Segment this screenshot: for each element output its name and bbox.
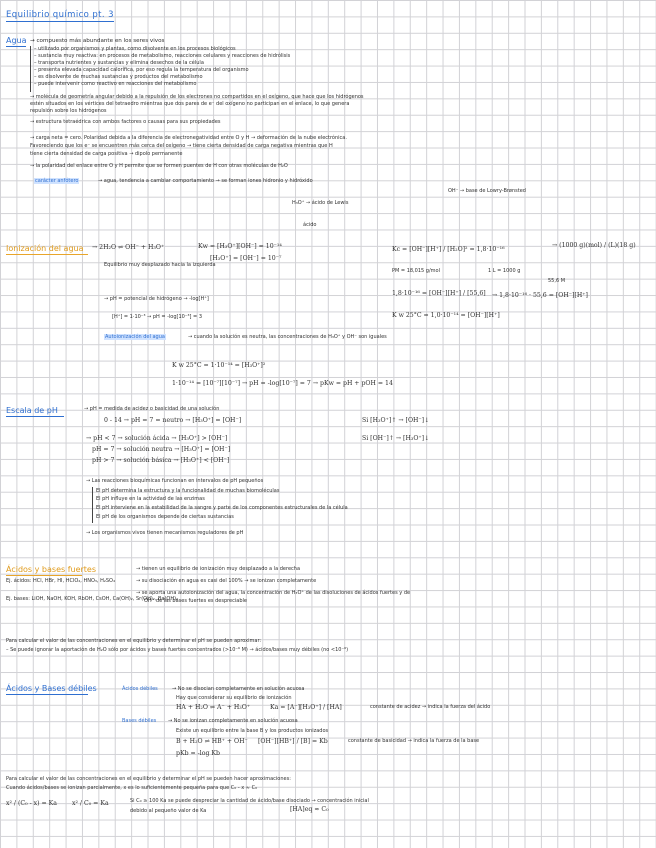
section-ionizacion-heading: Ionización del agua [6, 244, 84, 253]
escala-def: → pH = medida de acidez o basicidad de una solución [84, 406, 220, 412]
fuertes-calc-line: – Se puede ignorar la aportación de H₂O sólo por ácidos y bases fuertes concentrados (>10⁻⁶ M) → ácidos/bases muy débiles (no <10⁻⁶) [6, 647, 349, 653]
agua-line-7: → molécula de geometría angular debido a la repulsión de los electrones no compartidos en el oxígeno, que hace que los hidrógenos [30, 94, 364, 100]
agua-line-6: – puede intervenir como reactivo en reacciones del metabolismo [34, 81, 197, 87]
agua-underline [6, 46, 26, 47]
debiles-a3: HA + H₂O ⇌ A⁻ + H₃O⁺ [176, 704, 251, 711]
kw25: K w 25°C = 1,0·10⁻¹⁴ = [OH⁻][H⁺] [392, 312, 500, 319]
agua-line-14: → la polaridad del enlace entre O y H permite que se formen puentes de H con otras moléculas de H₂O [30, 163, 288, 169]
agua-line-1: – utilizado por organismos y plantas, como disolvente en los procesos biológicos [34, 46, 236, 52]
oh-note: OH⁻ → base de Lowry-Brønsted [448, 188, 526, 194]
calc-1: 1,8·10⁻¹⁶ = [OH⁻][H⁺] / [55,6] [392, 290, 486, 297]
agua-line-5: – es disolvente de muchas sustancias y productos del metabolismo [34, 74, 203, 80]
ph-definition: → pH = potencial de hidrógeno → -log[H⁺] [104, 296, 209, 302]
debiles-b1: → No se ionizan completamente en solución acuosa [168, 718, 298, 724]
agua-line-9: repulsión sobre los hidrógenos [30, 108, 107, 114]
escala-brace [92, 487, 93, 523]
fuertes-l1: → tienen un equilibrio de ionización muy desplazado a la derecha [136, 566, 301, 572]
escala-bio-1: El pH determina la estructura y la funcionalidad de muchas biomoléculas [96, 488, 280, 494]
fuertes-ej-bases: Ej. bases: LiOH, NaOH, KOH, RbOH, CsOH, Ca(OH)₂, Sr(OH)₂, Ba(OH)₂ [6, 596, 179, 602]
autoionizacion-text: → cuando la solución es neutra, las concentraciones de H₃O⁺ y OH⁻ son iguales [188, 334, 387, 340]
caracter-label [34, 178, 79, 184]
debiles-underline [6, 694, 88, 695]
escala-bio-2: El pH influye en la actividad de las enzimas [96, 496, 205, 502]
debiles-a1: → No se disocian completamente en solución acuosa [172, 686, 305, 692]
escala-range: 0 - 14 → pH = 7 = neutro → [H₃O⁺] = [OH⁻] [104, 417, 242, 424]
kw-label: K w 25°C = 1·10⁻¹⁴ = [H₃O⁺]² [172, 362, 266, 369]
escala-underline [6, 416, 64, 417]
kc-expression: Kc = [OH⁻][H⁺] / [H₂O]² = 1,8·10⁻¹⁶ [392, 246, 505, 253]
acido-note: ácido [303, 222, 317, 228]
final-l3: Si C₀ ≥ 100 Ka se puede despreciar la cantidad de ácido/base disociado → concentración inicial [130, 798, 369, 804]
final-l1: Para calcular el valor de las concentraciones en el equilibrio y determinar el pH se pueden hacer aproximaciones: [6, 776, 291, 782]
equilibrio-note: Equilibrio muy desplazado hacia la izquierda [104, 262, 216, 268]
escala-bio-0: → Las reacciones bioquímicas funcionan en intervalos de pH pequeños [86, 478, 264, 484]
fuertes-calc-title: Para calcular el valor de las concentraciones en el equilibrio y determinar el pH se pueden aproximar: [6, 638, 262, 644]
escala-neutra: pH = 7 → solución neutra → [H₃O⁺] = [OH⁻] [92, 446, 231, 453]
agua-line-2: – sustancia muy reactiva: en procesos de metabolismo, reacciones celulares y reacciones de hidrólisis [34, 53, 291, 59]
caracter-text: → agua, tendencia a cambiar comportamiento → se forman iones hidronio y hidróxido [98, 178, 313, 184]
equal-concentrations: [H₃O⁺] = [OH⁻] = 10⁻⁷ [210, 255, 282, 262]
escala-acida: → pH < 7 → solución ácida → [H₃O⁺] > [OH⁻] [86, 435, 228, 442]
autoionizacion-label [104, 334, 166, 340]
debiles-b4: pKb = -log Kb [176, 750, 220, 757]
escala-s2: Si [OH⁻]↑ → [H₃O⁺]↓ [362, 435, 430, 442]
ionizacion-reaction: → 2H₂O ⇌ OH⁻ + H₃O⁺ [92, 244, 165, 251]
final-f1: x² / (C₀ - x) = Ka [6, 800, 57, 807]
kw-line: 1·10⁻¹⁴ = [10⁻⁷][10⁻⁷] → pH = -log[10⁻⁷] = 7 → pKw = pH + pOH = 14 [172, 380, 393, 387]
debiles-a3c: constante de acidez → indica la fuerza del ácido [370, 704, 491, 710]
ionizacion-underline [6, 254, 88, 255]
agua-line-13: tiene cierta densidad de carga positiva → dipolo permanente [30, 151, 183, 157]
pm-value: PM = 18,015 g/mol [392, 268, 440, 274]
debiles-b2: Existe un equilibrio entre la base B y los productos ionizados [176, 728, 329, 734]
fuertes-ej-acidos: Ej. ácidos: HCl, HBr, HI, HClO₄, HNO₃, H₂SO₄ [6, 578, 115, 584]
agua-line-4: – presenta elevada capacidad calorífica, por eso regula la temperatura del organismo [34, 67, 249, 73]
kw-expression: Kw = [H₃O⁺][OH⁻] = 10⁻¹⁴ [198, 243, 282, 250]
escala-bio-4: El pH de los organismos depende de ciertas sustancias [96, 514, 234, 520]
agua-brace [30, 46, 31, 92]
ph-example: [H⁺] = 1·10⁻³ → pH = -log[10⁻³] = 3 [112, 314, 202, 320]
debiles-b3: B + H₂O ⇌ HB⁺ + OH⁻ [176, 738, 248, 745]
caracter-label-text: carácter anfótero [35, 178, 79, 184]
section-agua-heading: Agua [6, 36, 27, 45]
title-underline [6, 21, 114, 22]
section-escala-heading: Escala de pH [6, 406, 58, 415]
autoionizacion-label-text: Autoionización del agua [105, 334, 165, 340]
fuertes-underline [6, 575, 82, 576]
agua-line-10: → estructura tetraédrica con ambos factores o causas para sus propiedades [30, 119, 221, 125]
fuertes-l3: → se aporta una autoionización del agua, la concentración de H₃O⁺ de las disoluciones de ácidos fuertes y de [136, 590, 411, 596]
agua-line-8: estén situados en los vértices del tetraedro mientras que dos pares de e⁻ del oxígeno no participan en el enlace, lo que genera [30, 101, 350, 107]
agua-line-0: → compuesto más abundante en los seres vivos [30, 38, 165, 44]
section-fuertes-heading: Ácidos y bases fuertes [6, 565, 97, 574]
final-f2: x² / C₀ = Ka [72, 800, 109, 807]
page-title: Equilibrio químico pt. 3 [6, 10, 114, 20]
fuertes-l2: → su disociación en agua es casi del 100% → se ionizan completamente [136, 578, 317, 584]
debiles-a3b: Ka = [A⁻][H₃O⁺] / [HA] [270, 704, 342, 711]
frac-expression: → (1000 g)(mol) / (L)(18 g) [552, 242, 636, 249]
debiles-a2: Hay que considerar su equilibrio de ionización [176, 695, 292, 701]
calc-2: → 1,8·10⁻¹⁶ · 55,6 = [OH⁻][H⁺] [492, 292, 588, 299]
escala-bio-3: El pH interviene en la estabilidad de la sangre y parte de los componentes estructurales de la célula [96, 505, 348, 511]
final-l4: debido al pequeño valor de Ka [130, 808, 207, 814]
escala-s1: Si [H₃O⁺]↑ → [OH⁻]↓ [362, 417, 430, 424]
debiles-b3c: constante de basicidad → indica la fuerza de la base [348, 738, 480, 744]
acidos-debiles-label: Ácidos débiles [122, 686, 158, 692]
agua-line-3: – transporta nutrientes y sustancias y elimina desechos de la célula [34, 60, 204, 66]
bases-debiles-label: Bases débiles [122, 718, 157, 724]
agua-line-12: Favoreciendo que los e⁻ se encuentren más cerca del oxígeno → tiene cierta densidad de carga negativa mientras que H [30, 143, 333, 149]
escala-bio-5: → Los organismos vivos tienen mecanismos reguladores de pH [86, 530, 244, 536]
section-debiles-heading: Ácidos y Bases débiles [6, 684, 97, 693]
liter-value: 1 L = 1000 g [488, 268, 521, 274]
debiles-b3b: [OH⁻][HB⁺] / [B] = Kb [258, 738, 328, 745]
final-l2: Cuando ácidos/bases se ionizan parcialmente, x es lo suficientemente pequeña para que C₀ - x ≈ C₀ [6, 785, 258, 791]
escala-basica: pH > 7 → solución básica → [H₃O⁺] < [OH⁻] [92, 457, 230, 464]
h3o-note: H₃O⁺ → ácido de Lewis [292, 200, 349, 206]
final-l5: [HA]eq ≈ C₀ [290, 806, 329, 813]
fuertes-l4: OH⁻ de las bases fuertes es despreciable [144, 598, 247, 604]
molar-value: 55,6 M [548, 278, 566, 284]
agua-line-11: → carga neta = cero. Polaridad debida a la diferencia de electronegatividad entre O y H → deformación de la nube electrónica. [30, 135, 347, 141]
